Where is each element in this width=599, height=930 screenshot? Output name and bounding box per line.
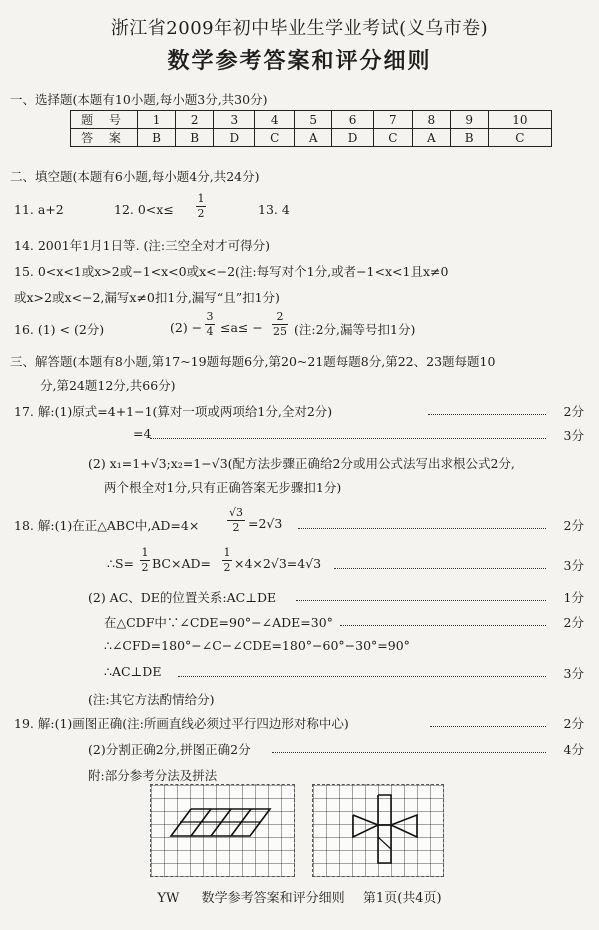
fraction-numerator: 1 [223, 546, 231, 559]
question-number: 10 [488, 111, 551, 129]
section3-heading-line2: 分,第24题12分,共66分) [40, 378, 176, 393]
footer-code: YW [157, 891, 180, 906]
footer-title: 数学参考答案和评分细则 [201, 891, 345, 906]
answer-12-text: 12. 0<x≤ [114, 202, 174, 217]
answer-cell: B [176, 129, 214, 147]
fraction-denominator: 2 [141, 561, 149, 574]
fraction [196, 192, 206, 221]
fraction [272, 310, 288, 339]
question-number: 7 [373, 111, 413, 129]
q17-line2: =4 [133, 426, 152, 441]
fraction-denominator: 2 [227, 520, 245, 535]
fraction-denominator: 2 [197, 207, 205, 220]
answer-cell: A [413, 129, 451, 147]
q19-line1: 19. 解:(1)画图正确(注:所画直线必须过平行四边形对称中心) [14, 716, 349, 731]
grid-figure-right [312, 784, 444, 877]
question-number: 3 [214, 111, 255, 129]
question-number: 2 [176, 111, 214, 129]
score-points: 3分 [563, 666, 584, 681]
section3-heading-line1: 三、解答题(本题有8小题,第17~19题每题6分,第20~21题每题8分,第22、23题每题10 [10, 354, 496, 369]
answer-cell: C [373, 129, 413, 147]
q18-line1-result: =2√3 [248, 516, 283, 531]
answer-16-part2-start: (2) − [170, 320, 203, 335]
answer-16-mid: ≤a≤ − [220, 320, 263, 335]
fraction [227, 506, 245, 535]
dotted-leader [340, 625, 546, 626]
score-points: 3分 [563, 558, 584, 573]
answer-14: 14. 2001年1月1日等. (注:三空全对才可得分) [14, 238, 270, 253]
section2-heading: 二、填空题(本题有6小题,每小题4分,共24分) [10, 169, 260, 184]
dotted-leader [150, 438, 546, 439]
fraction-numerator: √3 [228, 506, 243, 519]
row1-label: 题 号 [71, 111, 138, 129]
q17-line4: 两个根全对1分,只有正确答案无步骤扣1分) [104, 480, 342, 495]
question-number: 6 [332, 111, 373, 129]
document-title: 数学参考答案和评分细则 [167, 48, 432, 74]
page-number: 第1页(共4页) [362, 891, 442, 906]
answer-15-line2: 或x>2或x<−2,漏写x≠0扣1分,漏写“且”扣1分) [14, 290, 280, 305]
parallelogram-split-figure [151, 785, 294, 876]
fraction [140, 546, 150, 575]
answer-15-line1: 15. 0<x<1或x>2或−1<x<0或x<−2(注:每写对个1分,或者−1<x<1且x≠0 [14, 264, 449, 279]
answer-cell: C [488, 129, 551, 147]
q18-line4: 在△CDF中∵∠CDE=90°−∠ADE=30° [104, 615, 333, 630]
answer-cell: D [214, 129, 255, 147]
q19-line3: 附:部分参考分法及拼法 [88, 768, 218, 783]
question-number: 1 [138, 111, 176, 129]
fraction-denominator: 2 [223, 561, 231, 574]
score-points: 3分 [563, 428, 584, 443]
q18-line2: ∴S= [107, 556, 134, 571]
q18-line2-mid: BC×AD= [152, 556, 211, 571]
answer-cell: D [332, 129, 373, 147]
table-row [71, 111, 552, 129]
table-row [71, 129, 552, 147]
fraction-numerator: 1 [197, 192, 205, 205]
fraction [222, 546, 232, 575]
q18-line1: 18. 解:(1)在正△ABC中,AD=4× [14, 518, 200, 533]
dotted-leader [272, 752, 546, 753]
answer-12 [114, 202, 174, 217]
fraction-numerator: 1 [141, 546, 149, 559]
score-points: 2分 [563, 615, 584, 630]
score-points: 1分 [563, 590, 584, 605]
dotted-leader [298, 528, 546, 529]
question-number: 4 [255, 111, 295, 129]
answer-16-note: (注:2分,漏等号扣1分) [294, 322, 416, 337]
question-number: 8 [413, 111, 451, 129]
q18-line2-result: ×4×2√3=4√3 [234, 556, 322, 571]
q17-line1: 17. 解:(1)原式=4+1−1(算对一项或两项给1分,全对2分) [14, 404, 333, 419]
rearranged-figure [313, 785, 443, 876]
dotted-leader [296, 600, 546, 601]
exam-title: 浙江省2009年初中毕业生学业考试(义乌市卷) [110, 18, 489, 39]
q19-line2: (2)分割正确2分,拼图正确2分 [88, 742, 251, 757]
q18-line5: ∴∠CFD=180°−∠C−∠CDE=180°−60°−30°=90° [104, 638, 410, 653]
fraction-numerator: 3 [206, 310, 214, 323]
q18-line6: ∴AC⊥DE [104, 664, 162, 679]
score-points: 2分 [563, 716, 584, 731]
q18-line3: (2) AC、DE的位置关系:AC⊥DE [88, 590, 277, 605]
q17-line3: (2) x₁=1+√3;x₂=1−√3(配方法步骤正确给2分或用公式法写出求根公式2分, [88, 456, 515, 471]
dotted-leader [178, 676, 546, 677]
answer-cell: C [255, 129, 295, 147]
answer-13: 13. 4 [258, 202, 290, 217]
section1-heading: 一、选择题(本题有10小题,每小题3分,共30分) [10, 92, 268, 107]
q18-note: (注:其它方法酌情给分) [88, 692, 215, 707]
question-number: 5 [294, 111, 332, 129]
fraction-denominator: 4 [206, 325, 214, 338]
dotted-leader [428, 414, 546, 415]
row2-label: 答 案 [71, 129, 138, 147]
page-footer [0, 887, 599, 906]
score-points: 4分 [563, 742, 584, 757]
score-points: 2分 [563, 518, 584, 533]
grid-figure-left [150, 784, 295, 877]
answer-cell: B [138, 129, 176, 147]
question-number: 9 [450, 111, 488, 129]
answer-cell: A [294, 129, 332, 147]
answer-table [70, 110, 552, 147]
dotted-leader [430, 726, 546, 727]
fraction-numerator: 2 [276, 310, 284, 323]
score-points: 2分 [563, 404, 584, 419]
answer-11: 11. a+2 [14, 202, 64, 217]
answer-cell: B [450, 129, 488, 147]
fraction [205, 310, 215, 339]
dotted-leader [334, 568, 546, 569]
fraction-denominator: 25 [273, 325, 287, 338]
answer-16-part1: 16. (1) < (2分) [14, 322, 105, 337]
